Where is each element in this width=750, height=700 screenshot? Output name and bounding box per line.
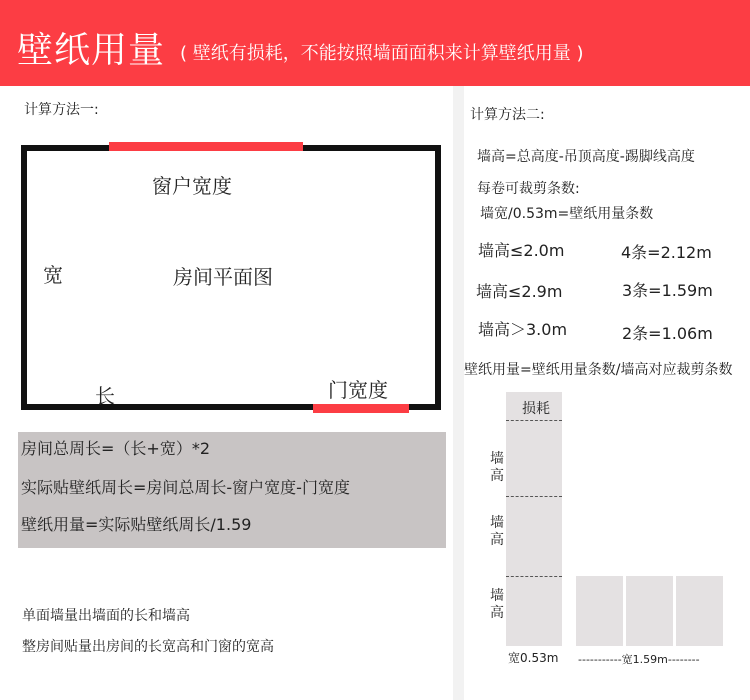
row-strips-3: 2条=1.06m: [622, 324, 713, 343]
formula-usage: 壁纸用量=实际贴壁纸周长/1.59: [21, 515, 252, 534]
strip-1: [576, 576, 623, 646]
row-height-2: 墙高≤2.9m: [476, 282, 563, 301]
floor-plan-label: 房间平面图: [173, 265, 273, 289]
formula-actual-perimeter: 实际贴壁纸周长=房间总周长-窗户宽度-门宽度: [21, 478, 350, 497]
note-single-wall: 单面墙量出墙面的长和墙高: [22, 608, 190, 624]
row-strips-1: 4条=2.12m: [621, 243, 712, 262]
door-marker: [313, 404, 409, 413]
window-marker: [109, 142, 303, 151]
row-strips-2: 3条=1.59m: [622, 281, 713, 300]
strips-per-roll-title: 每卷可裁剪条数:: [477, 181, 580, 197]
wall-height-label-2: 墙高: [490, 515, 504, 548]
usage-formula: 壁纸用量=壁纸用量条数/墙高对应裁剪条数: [464, 362, 733, 378]
cut-line-1: [506, 496, 562, 497]
wall-height-label-1: 墙高: [490, 451, 504, 484]
three-strips-width-label: -----------宽1.59m--------: [578, 653, 700, 666]
row-height-3: 墙高＞3.0m: [478, 320, 568, 339]
door-width-label: 门宽度: [328, 378, 388, 402]
strip-width-label: 宽0.53m: [508, 651, 559, 665]
window-width-label: 窗户宽度: [152, 174, 232, 198]
loss-label: 损耗: [522, 401, 550, 417]
room-width-label: 宽: [43, 263, 63, 287]
strip-3: [676, 576, 723, 646]
formula-perimeter: 房间总周长=（长+宽）*2: [21, 439, 210, 458]
column-divider: [453, 86, 464, 700]
cut-line-2: [506, 576, 562, 577]
page-title: 壁纸用量: [17, 30, 166, 71]
single-strip-column: [506, 392, 562, 646]
wall-height-formula: 墙高=总高度-吊顶高度-踢脚线高度: [477, 149, 695, 165]
note-whole-room: 整房间贴量出房间的长宽高和门窗的宽高: [22, 639, 274, 655]
row-height-1: 墙高≤2.0m: [478, 241, 565, 260]
method-two-title: 计算方法二:: [470, 107, 545, 123]
loss-line: [506, 420, 562, 421]
page-subtitle: ( 壁纸有损耗，不能按照墙面面积来计算壁纸用量 ): [180, 43, 584, 64]
method-one-title: 计算方法一:: [24, 102, 99, 118]
room-length-label: 长: [95, 384, 115, 408]
strip-count-formula: 墙宽/0.53m=壁纸用量条数: [480, 206, 654, 222]
strip-2: [626, 576, 673, 646]
wall-height-label-3: 墙高: [490, 588, 504, 621]
